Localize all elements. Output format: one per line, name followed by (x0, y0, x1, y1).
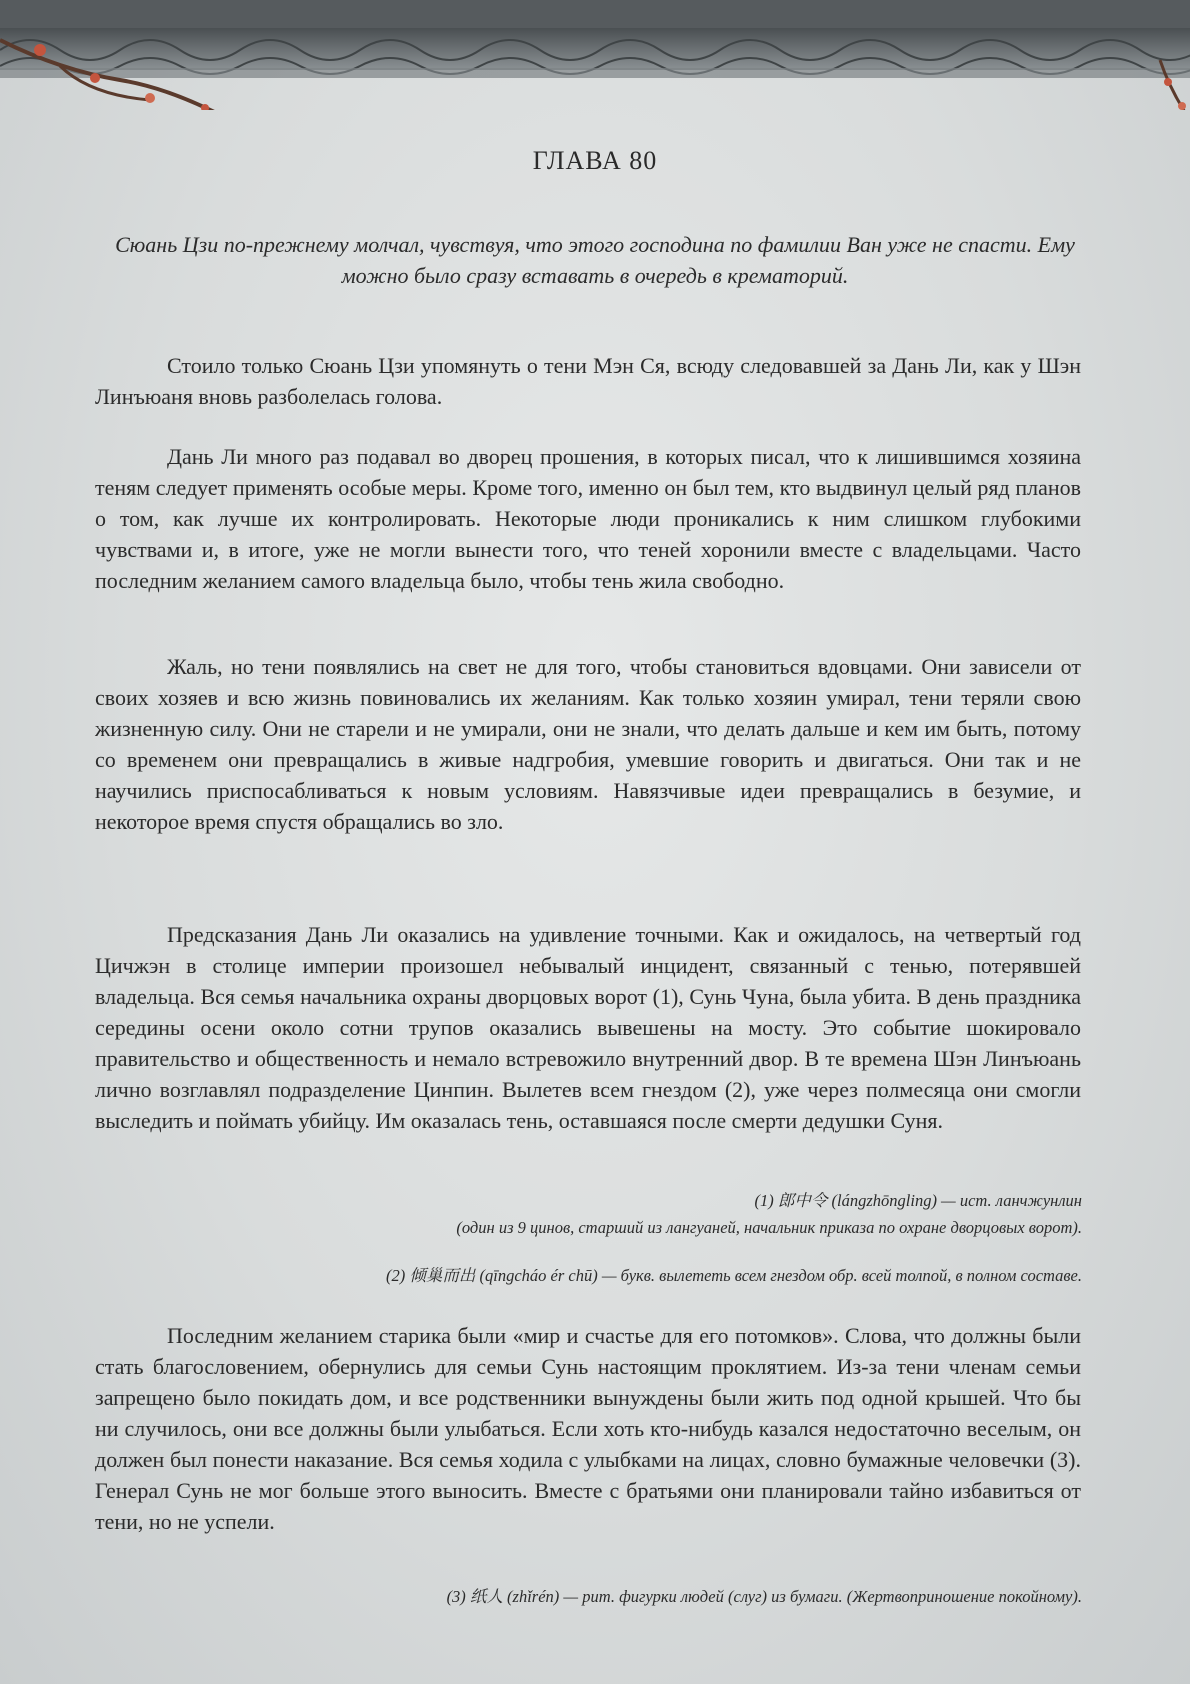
paragraph-5: Последним желанием старика были «мир и счастье для его потомков». Слова, что должны были стать благословением, обернулись для семьи Сунь настоящим проклятием. Из-за тени членам семьи запрещено было покидать дом, и все родственники вынуждены были жить под одной крышей. Что бы ни случилось, они все должны были улыбаться. Если хоть кто-нибудь казался недостаточно веселым, он должен был понести наказание. Вся семья ходила с улыбками на лицах, словно бумажные человечки (3). Генерал Сунь не мог больше этого выносить. Вместе с братьями они планировали тайно избавиться от тени, но не успели. (95, 1323, 1081, 1534)
paragraph-3: Жаль, но тени появлялись на свет не для того, чтобы становиться вдовцами. Они зависели от своих хозяев и всю жизнь повиновались их желаниям. Как только хозяин умирал, тени теряли свою жизненную силу. Они не старели и не умирали, они не знали, что делать дальше и кем им быть, потому со временем они превращались в живые надгробия, умевшие говорить и двигаться. Они так и не научились приспосабливаться к новым условиям. Навязчивые идеи превращались в безумие, и некоторое время спустя обращались во зло. (95, 654, 1081, 834)
chapter-epigraph: Сюань Цзи по-прежнему молчал, чувствуя, что этого господина по фамилии Ван уже не спасти. Ему можно было сразу вставать в очередь в крематорий. (115, 232, 1075, 288)
roof-tiles-decoration (0, 0, 1190, 110)
footnote-1-line-2: (один из 9 цинов, старший из лангуаней, начальник приказа по охране дворцовых ворот). (456, 1218, 1082, 1237)
paragraph-2: Дань Ли много раз подавал во дворец прошения, в которых писал, что к лишившимся хозяина теням следует применять особые меры. Кроме того, именно он был тем, кто выдвинул целый ряд планов о том, как лучше их контролировать. Некоторые люди проникались к ним слишком глубокими чувствами и, в итоге, уже не могли вынести того, что теней хоронили вместе с владельцами. Часто последним желанием самого владельца было, чтобы тень жила свободно. (95, 444, 1081, 593)
footnote-2: (2) 倾巢而出 (qīngcháo ér chū) — букв. вылететь всем гнездом обр. всей толпой, в полном составе. (386, 1266, 1082, 1285)
paragraph-1: Стоило только Сюань Цзи упомянуть о тени Мэн Ся, всюду следовавшей за Дань Ли, как у Шэн Линъюаня вновь разболелась голова. (95, 353, 1081, 409)
chapter-title: ГЛАВА 80 (532, 146, 658, 175)
footnote-3: (3) 纸人 (zhǐrén) — рит. фигурки людей (слуг) из бумаги. (Жертвоприношение покойному). (446, 1587, 1082, 1606)
paragraph-4: Предсказания Дань Ли оказались на удивление точными. Как и ожидалось, на четвертый год Цичжэн в столице империи произошел небывалый инцидент, связанный с тенью, потерявшей владельца. Вся семья начальника охраны дворцовых ворот (1), Сунь Чуна, была убита. В день праздника середины осени около сотни трупов оказались вывешены на мосту. Это событие шокировало правительство и общественность и немало встревожило внутренний двор. В те времена Шэн Линъюань лично возглавлял подразделение Цинпин. Вылетев всем гнездом (2), уже через полмесяца они смогли выследить и поймать убийцу. Им оказалась тень, оставшаяся после смерти дедушки Суня. (95, 922, 1081, 1133)
footnote-1-line-1: (1) 郎中令 (lángzhōngling) — ист. ланчжунлин (754, 1191, 1082, 1210)
